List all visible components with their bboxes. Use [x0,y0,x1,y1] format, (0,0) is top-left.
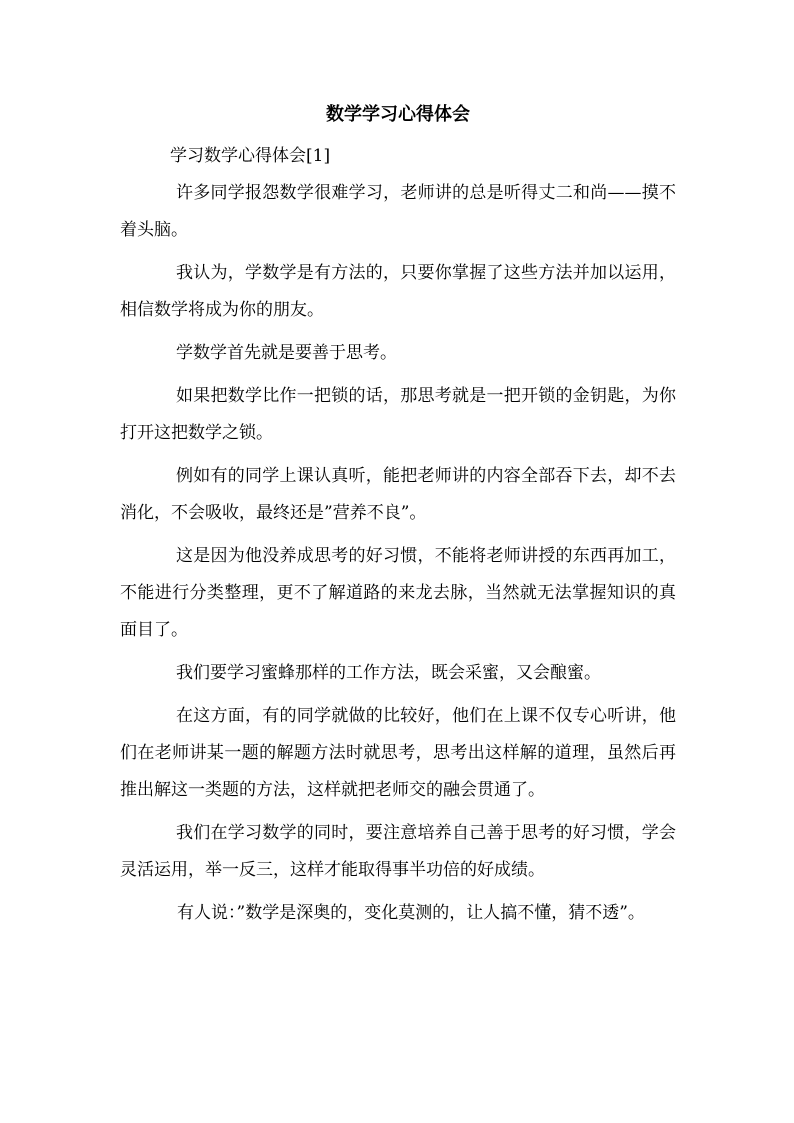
paragraph: 我们在学习数学的同时，要注意培养自己善于思考的好习惯，学会灵活运用，举一反三，这样才能取得事半功倍的好成绩。 [120,823,676,880]
paragraph: 如果把数学比作一把锁的话，那思考就是一把开锁的金钥匙，为你打开这把数学之锁。 [120,386,676,443]
document-page [120,100,676,938]
paragraph: 我们要学习蜜蜂那样的工作方法，既会采蜜，又会酿蜜。 [176,663,601,683]
page-title: 数学学习心得体会 [326,104,470,125]
document-subtitle: 学习数学心得体会[1] [170,146,331,166]
paragraph: 例如有的同学上课认真听，能把老师讲的内容全部吞下去，却不去消化，不会吸收，最终还是”营养不良”。 [120,466,676,523]
paragraph: 许多同学报怨数学很难学习，老师讲的总是听得丈二和尚——摸不着头脑。 [120,183,676,240]
paragraph: 学数学首先就是要善于思考。 [176,343,397,363]
paragraph: 在这方面，有的同学就做的比较好，他们在上课不仅专心听讲，他们在老师讲某一题的解题方法时就思考，思考出这样解的道理，虽然后再推出解这一类题的方法，这样就把老师交的融会贯通了。 [120,706,676,800]
paragraph: 这是因为他没养成思考的好习惯，不能将老师讲授的东西再加工，不能进行分类整理，更不了解道路的来龙去脉，当然就无法掌握知识的真面目了。 [120,546,676,640]
paragraph: 我认为，学数学是有方法的，只要你掌握了这些方法并加以运用，相信数学将成为你的朋友。 [120,263,676,320]
paragraph: 有人说：”数学是深奥的，变化莫测的，让人搞不懂，猜不透”。 [177,903,645,923]
